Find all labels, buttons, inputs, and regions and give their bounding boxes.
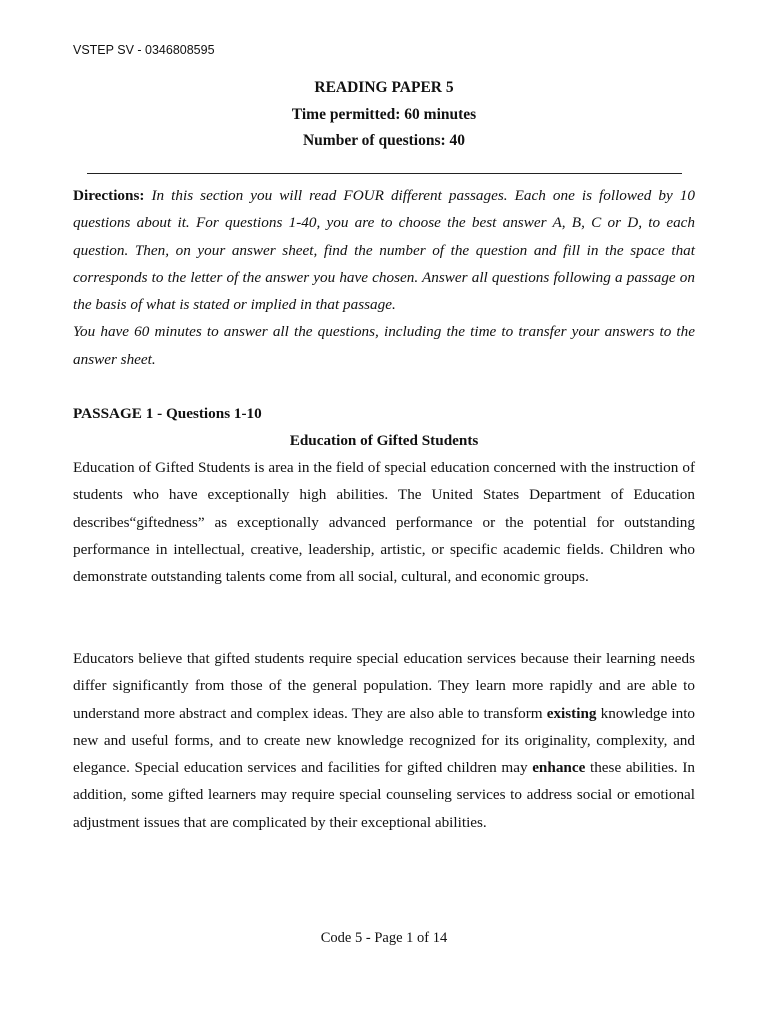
paper-title: READING PAPER 5 — [314, 79, 454, 96]
page-footer: Code 5 - Page 1 of 14 — [320, 930, 448, 946]
directions-paragraph — [73, 182, 695, 318]
directions-label: Directions: — [73, 187, 145, 204]
keyword-existing: existing — [546, 704, 597, 722]
paragraph-1-text: Education of Gifted Students is area in the field of special education concerned with the instruction of students who have exceptionally high abilities. The United States Department of Education describes“giftedness” as exceptionally advanced performance or the potential for outstanding performance in intellectual, creative, leadership, artistic, or specific academic fields. Children who demonstrate outstanding talents come from all social, cultural, and economic groups. — [73, 459, 695, 586]
passage-title: Education of Gifted Students — [289, 432, 479, 449]
paragraph-2-part-a: Educators believe that gifted students require special education services because their learning needs differ significantly from those of the general population. They learn more rapidly and are able to understand more abstract and complex ideas. They are also able to transform — [73, 650, 695, 722]
paragraph-2-part-b: knowledge into new and useful forms, and to create new knowledge recognized for its originality, complexity, and elegance. Special education services and facilities for gifted children may — [73, 704, 696, 777]
directions-text: In this section you will read FOUR different passages. Each one is followed by 10 questions about it. For questions 1-40, you are to choose the best answer A, B, C or D, to each question. Then, on your answer sheet, find the number of the question and fill in the space that corresponds to the letter of the answer you have chosen. Answer all questions following a passage on the basis of what is stated or implied in that passage. — [73, 187, 695, 314]
passage-heading: PASSAGE 1 - Questions 1-10 — [73, 405, 262, 422]
passage-paragraph-1 — [73, 454, 695, 590]
paragraph-2-text — [73, 645, 695, 836]
time-permitted: Time permitted: 60 minutes — [291, 105, 477, 123]
keyword-enhance: enhance — [532, 759, 586, 777]
divider-line — [87, 173, 682, 174]
directions-time-note: You have 60 minutes to answer all the questions, including the time to transfer your answers to the answer sheet. — [73, 323, 695, 368]
directions-block — [73, 182, 695, 373]
number-of-questions: Number of questions: 40 — [302, 132, 466, 149]
header-contact: VSTEP SV - 0346808595 — [73, 43, 215, 57]
paragraph-2-part-c: these abilities. In addition, some gifted learners may require special counseling services to address social or emotional adjustment issues that are complicated by their exceptional abilities. — [73, 759, 695, 831]
passage-paragraph-2 — [73, 645, 695, 836]
title-block — [0, 75, 768, 155]
